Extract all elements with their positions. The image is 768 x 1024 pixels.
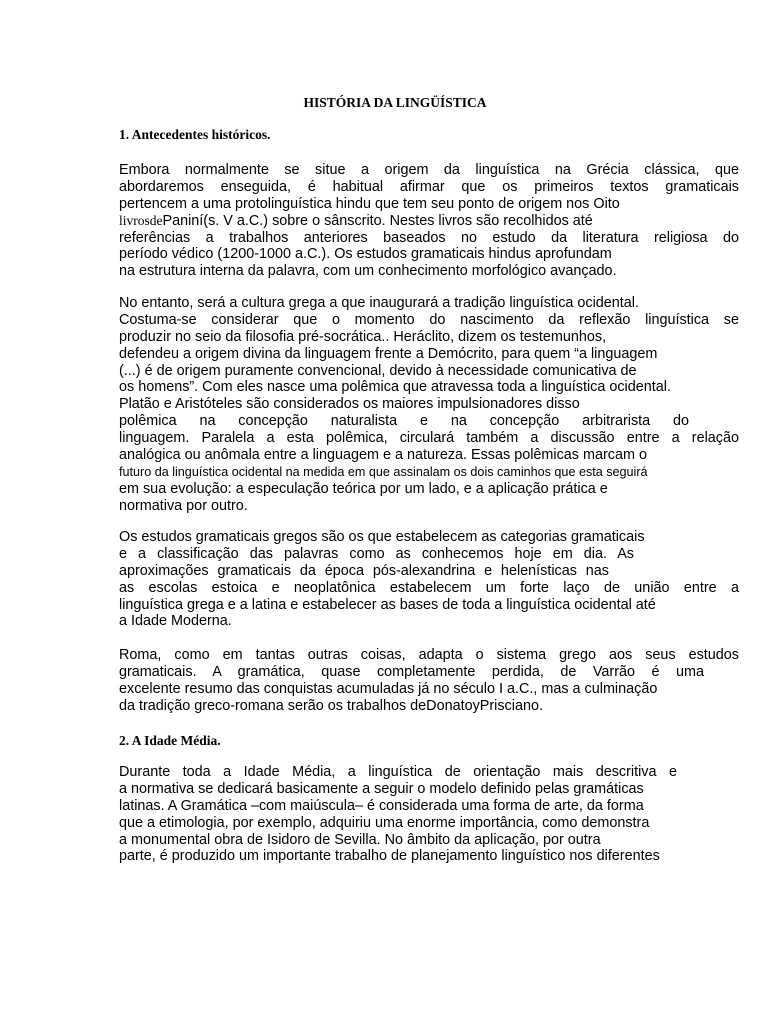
section-heading-antecedentes: 1. Antecedentes históricos. xyxy=(119,127,271,142)
text-line: Roma, como em tantas outras coisas, adapta o sistema grego aos seus estudos xyxy=(119,647,739,663)
text-line: abordaremos enseguida, é habitual afirmar que os primeiros textos gramaticais xyxy=(119,178,739,195)
text-line: e a classificação das palavras como as conhecemos hoje em dia. As xyxy=(119,545,634,562)
text-line: linguística grega e a latina e estabelecer as bases de toda a linguística ocidental até xyxy=(119,596,656,613)
section-heading-idade-media: 2. A Idade Média. xyxy=(119,733,221,748)
text-line: a normativa se dedicará basicamente a seguir o modelo definido pelas gramáticas xyxy=(119,780,644,797)
text-line: No entanto, será a cultura grega a que inaugurará a tradição linguística ocidental. xyxy=(119,295,639,311)
inline-text: Paniní(s. V a.C.) sobre o sânscrito. Nestes livros são recolhidos até xyxy=(162,212,593,229)
text-line: Platão e Aristóteles são considerados os maiores impulsionadores disso xyxy=(119,396,580,413)
text-line: Durante toda a Idade Média, a linguística de orientação mais descritiva e xyxy=(119,764,677,780)
document-title: HISTÓRIA DA LINGÜÍSTICA xyxy=(303,95,487,110)
paragraph-4 xyxy=(119,647,739,715)
text-line: gramaticais. A gramática, quase completamente perdida, de Varrão é uma xyxy=(119,663,704,680)
text-line: os homens”. Com eles nasce uma polêmica que atravessa toda a linguística ocidental. xyxy=(119,379,671,396)
paragraph-1 xyxy=(119,162,739,280)
inline-serif-text: livrosde xyxy=(119,212,163,228)
text-line: as escolas estoica e neoplatônica estabelecem um forte laço de união entre a xyxy=(119,579,739,596)
paragraph-3 xyxy=(119,529,739,630)
text-line: da tradição greco-romana serão os trabalhos deDonatoyPrisciano. xyxy=(119,697,543,714)
text-line: referências a trabalhos anteriores baseados no estudo da literatura religiosa do xyxy=(119,229,739,246)
paragraph-5 xyxy=(119,764,739,865)
text-line: Embora normalmente se situe a origem da linguística na Grécia clássica, que xyxy=(119,162,739,178)
text-line: período védico (1200-1000 a.C.). Os estudos gramaticais hindus aprofundam xyxy=(119,246,612,263)
text-line: defendeu a origem divina da linguagem frente a Demócrito, para quem “a linguagem xyxy=(119,345,658,362)
text-line: latinas. A Gramática –com maiúscula– é considerada uma forma de arte, da forma xyxy=(119,797,644,814)
paragraph-2 xyxy=(119,295,739,515)
text-line: em sua evolução: a especulação teórica por um lado, e a aplicação prática e xyxy=(119,480,608,497)
text-line: normativa por outro. xyxy=(119,497,248,514)
text-line: parte, é produzido um importante trabalho de planejamento linguístico nos diferentes xyxy=(119,848,660,865)
text-line: na estrutura interna da palavra, com um conhecimento morfológico avançado. xyxy=(119,263,617,280)
text-line: pertencem a uma protolinguística hindu que tem seu ponto de origem nos Oito xyxy=(119,195,620,212)
text-line: aproximações gramaticais da época pós-alexandrina e helenísticas nas xyxy=(119,562,609,579)
text-line xyxy=(119,213,739,230)
text-line: linguagem. Paralela a esta polêmica, circulará também a discussão entre a relação xyxy=(119,430,739,447)
text-line: Costuma-se considerar que o momento do nascimento da reflexão linguística se xyxy=(119,311,739,328)
text-line: excelente resumo das conquistas acumuladas já no século I a.C., mas a culminação xyxy=(119,680,658,697)
text-line: (...) é de origem puramente convencional, devido à necessidade comunicativa de xyxy=(119,362,637,379)
text-line: futuro da linguística ocidental na medida em que assinalam os dois caminhos que esta seguirá xyxy=(119,464,648,479)
text-line: analógica ou anômala entre a linguagem e a natureza. Essas polêmicas marcam o xyxy=(119,447,647,464)
text-line: produzir no seio da filosofia pré-socrática.. Heráclito, dizem os testemunhos, xyxy=(119,328,607,345)
text-line: polêmica na concepção naturalista e na concepção arbitrarista do xyxy=(119,413,689,430)
text-line: Os estudos gramaticais gregos são os que estabelecem as categorias gramaticais xyxy=(119,529,645,545)
text-line: a monumental obra de Isidoro de Sevilla. No âmbito da aplicação, por outra xyxy=(119,831,601,848)
text-line: que a etimologia, por exemplo, adquiriu uma enorme importância, como demonstra xyxy=(119,814,650,831)
text-line: a Idade Moderna. xyxy=(119,613,232,630)
